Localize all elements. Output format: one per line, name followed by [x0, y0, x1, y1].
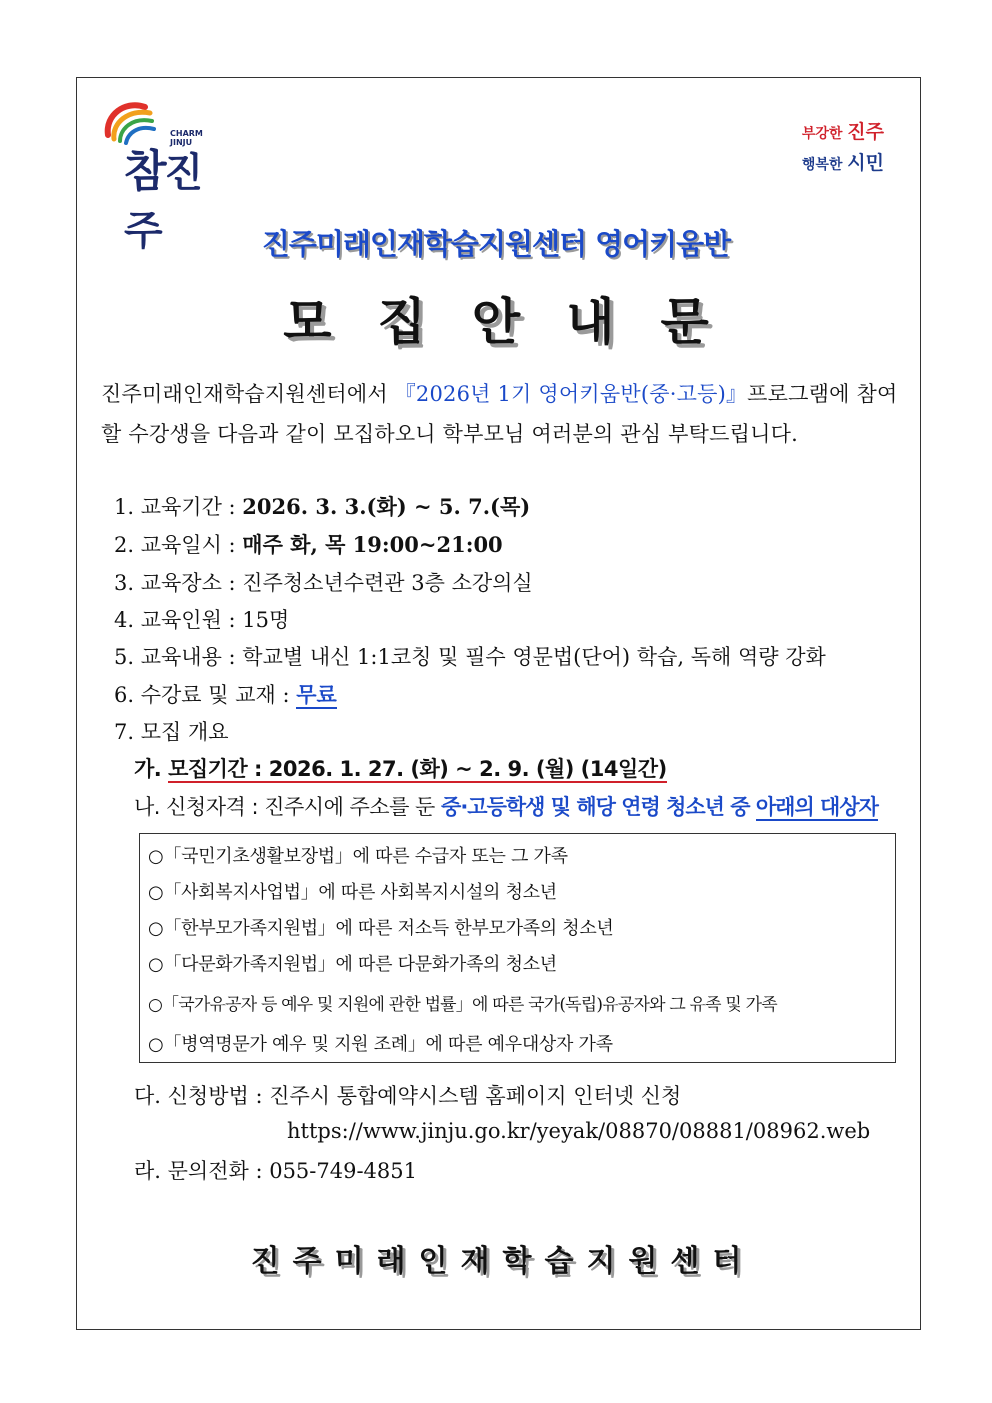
- logo-english-text: CHARM JINJU: [170, 129, 203, 147]
- apply-url-link[interactable]: https://www.jinju.go.kr/yeyak/08870/08881/08962.web: [287, 1119, 871, 1143]
- recruit-period: [134, 753, 667, 783]
- apply-method: 다. 신청방법 : 진주시 통합예약시스템 홈페이지 인터넷 신청: [134, 1084, 682, 1108]
- eligibility-box: [139, 833, 896, 1063]
- eligibility-item: ○「사회복지사업법」에 따른 사회복지시설의 청소년: [148, 882, 557, 903]
- item-fee: [114, 679, 337, 709]
- intro-paragraph: [101, 374, 901, 454]
- logo-jinju-text: 진주: [124, 150, 202, 254]
- city-slogan: [802, 117, 884, 175]
- intro-part-2: 프로그램에 참여할 수강생을 다음과 같이 모집하오니 학부모님 여러분의 관심 부탁드립니다.: [101, 382, 898, 446]
- slogan-line-1: [802, 117, 884, 144]
- recruit-qualification: [134, 791, 878, 821]
- item-value-free: 무료: [296, 682, 337, 707]
- eligibility-item: ○「한부모가족지원법」에 따른 저소득 한부모가족의 청소년: [148, 918, 614, 939]
- recruit-period-prefix: 가.: [134, 757, 169, 781]
- item-value: 매주 화, 목 19:00~21:00: [242, 532, 503, 557]
- charm-jinju-logo: [100, 95, 225, 254]
- item-period: [114, 491, 530, 521]
- eligibility-item: ○「병역명문가 예우 및 지원 조례」에 따른 예우대상자 가족: [148, 1034, 613, 1055]
- slogan-1-big: 진주: [847, 121, 884, 143]
- qualification-target-underlined: 아래의 대상자: [755, 795, 878, 819]
- item-recruit-overview: [114, 716, 229, 746]
- logo-cham-text: 참: [124, 146, 165, 197]
- item-label: 2. 교육일시 :: [114, 533, 243, 557]
- recruit-period-text: 모집기간 : 2026. 1. 27. (화) ~ 2. 9. (월) (14일간): [168, 757, 667, 781]
- notice-title: 모집안내문: [283, 293, 755, 351]
- contact-phone: 라. 문의전화 : 055-749-4851: [134, 1159, 418, 1183]
- item-label: 3. 교육장소 :: [114, 571, 243, 595]
- slogan-1-small: 부강한: [801, 126, 843, 142]
- item-location: [114, 567, 533, 597]
- item-value: 15명: [242, 608, 290, 632]
- item-label: 7. 모집 개요: [114, 720, 229, 744]
- intro-program-name: 『2026년 1기 영어키움반(중·고등)』: [394, 382, 748, 406]
- item-label: 6. 수강료 및 교재 :: [114, 683, 297, 707]
- item-value: 학교별 내신 1:1코칭 및 필수 영문법(단어) 학습, 독해 역량 강화: [242, 645, 826, 669]
- slogan-line-2: [802, 148, 884, 175]
- item-value: 진주청소년수련관 3층 소강의실: [242, 571, 533, 595]
- item-label: 4. 교육인원 :: [114, 608, 243, 632]
- item-value: 2026. 3. 3.(화) ~ 5. 7.(목): [242, 494, 531, 519]
- item-capacity: [114, 604, 289, 634]
- eligibility-item: ○「국민기초생활보장법」에 따른 수급자 또는 그 가족: [148, 846, 568, 867]
- qualification-target: 중·고등학생 및 해당 연령 청소년 중: [441, 795, 756, 819]
- eligibility-item: ○「다문화가족지원법」에 따른 다문화가족의 청소년: [148, 954, 557, 975]
- slogan-2-small: 행복한: [801, 157, 843, 173]
- qualification-label: 나. 신청자격 : 진주시에 주소를 둔: [134, 795, 442, 819]
- program-subtitle: 진주미래인재학습지원센터 영어키움반: [261, 227, 731, 261]
- item-content: [114, 641, 826, 671]
- item-schedule: [114, 529, 503, 559]
- eligibility-item: ○「국가유공자 등 예우 및 지원에 관한 법률」에 따른 국가(독립)유공자와 그 유족 및 가족: [148, 995, 777, 1015]
- organization-name: 진주미래인재학습지원센터: [250, 1244, 755, 1279]
- item-label: 1. 교육기간 :: [114, 495, 243, 519]
- intro-part-1: 진주미래인재학습지원센터에서: [101, 382, 395, 406]
- item-label: 5. 교육내용 :: [114, 645, 243, 669]
- slogan-2-big: 시민: [847, 152, 884, 174]
